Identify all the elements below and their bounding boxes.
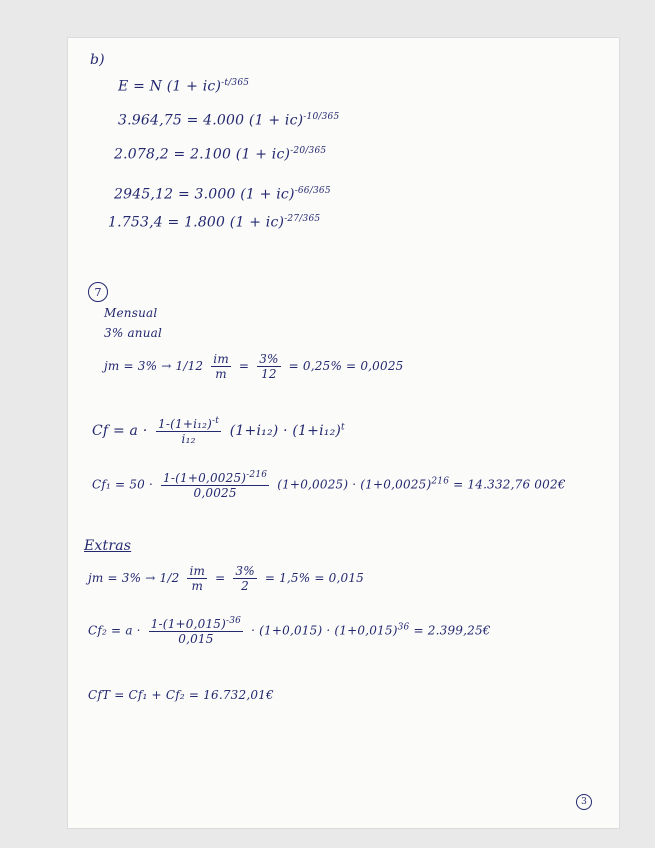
section-b-label: b)	[90, 52, 105, 68]
equation-4: 1.753,4 = 1.800 (1 + ic)$^{-27/365}$	[108, 214, 321, 231]
extras-title: Extras	[84, 538, 132, 554]
monthly-rate-line: jm = 3% → 1/12 $\frac{im}{m}$ = $\frac{3\%}{12}$ = 0,25% = 0,0025	[104, 352, 404, 381]
page-number: 3	[576, 794, 592, 810]
extras-rate-line: jm = 3% → 1/2 $\frac{im}{m}$ = $\frac{3\%}{2}$ = 1,5% = 0,015	[88, 564, 365, 593]
cf2-formula: Cf₂ = a · $\frac{1-(1+0,015)^{-36}}{0,015}$ · $(1+0,015) \cdot (1+0,015)^{36}$ = 2.399,25€	[88, 616, 491, 646]
mensual-title: Mensual	[104, 306, 158, 320]
cf1-formula: Cf₁ = 50 · $\frac{1-(1+0,0025)^{-216}}{0,0025}$ $(1+0,0025) \cdot (1+0,0025)^{216} = 14.332,76$ 002€	[92, 470, 566, 500]
document-page	[68, 38, 619, 828]
exercise-number-circle: 7	[88, 282, 108, 302]
annual-rate: 3% anual	[104, 326, 163, 340]
equation-1: 3.964,75 = 4.000 (1 + ic)$^{-10/365}$	[118, 112, 340, 129]
cf-formula: Cf = a · $\frac{1-(1+i_{12})^{-t}}{\text{i₁₂}}$ $(1+i_{12}) \cdot (1+i_{12})^t$	[92, 416, 345, 446]
equation-3: 2945,12 = 3.000 (1 + ic)$^{-66/365}$	[114, 186, 331, 203]
equation-2: 2.078,2 = 2.100 (1 + ic)$^{-20/365}$	[114, 146, 327, 163]
equation-general: E = N (1 + ic)$^{-t/365}$	[118, 78, 250, 95]
total-formula: CfT = Cf₁ + Cf₂ = 16.732,01€	[88, 688, 274, 702]
